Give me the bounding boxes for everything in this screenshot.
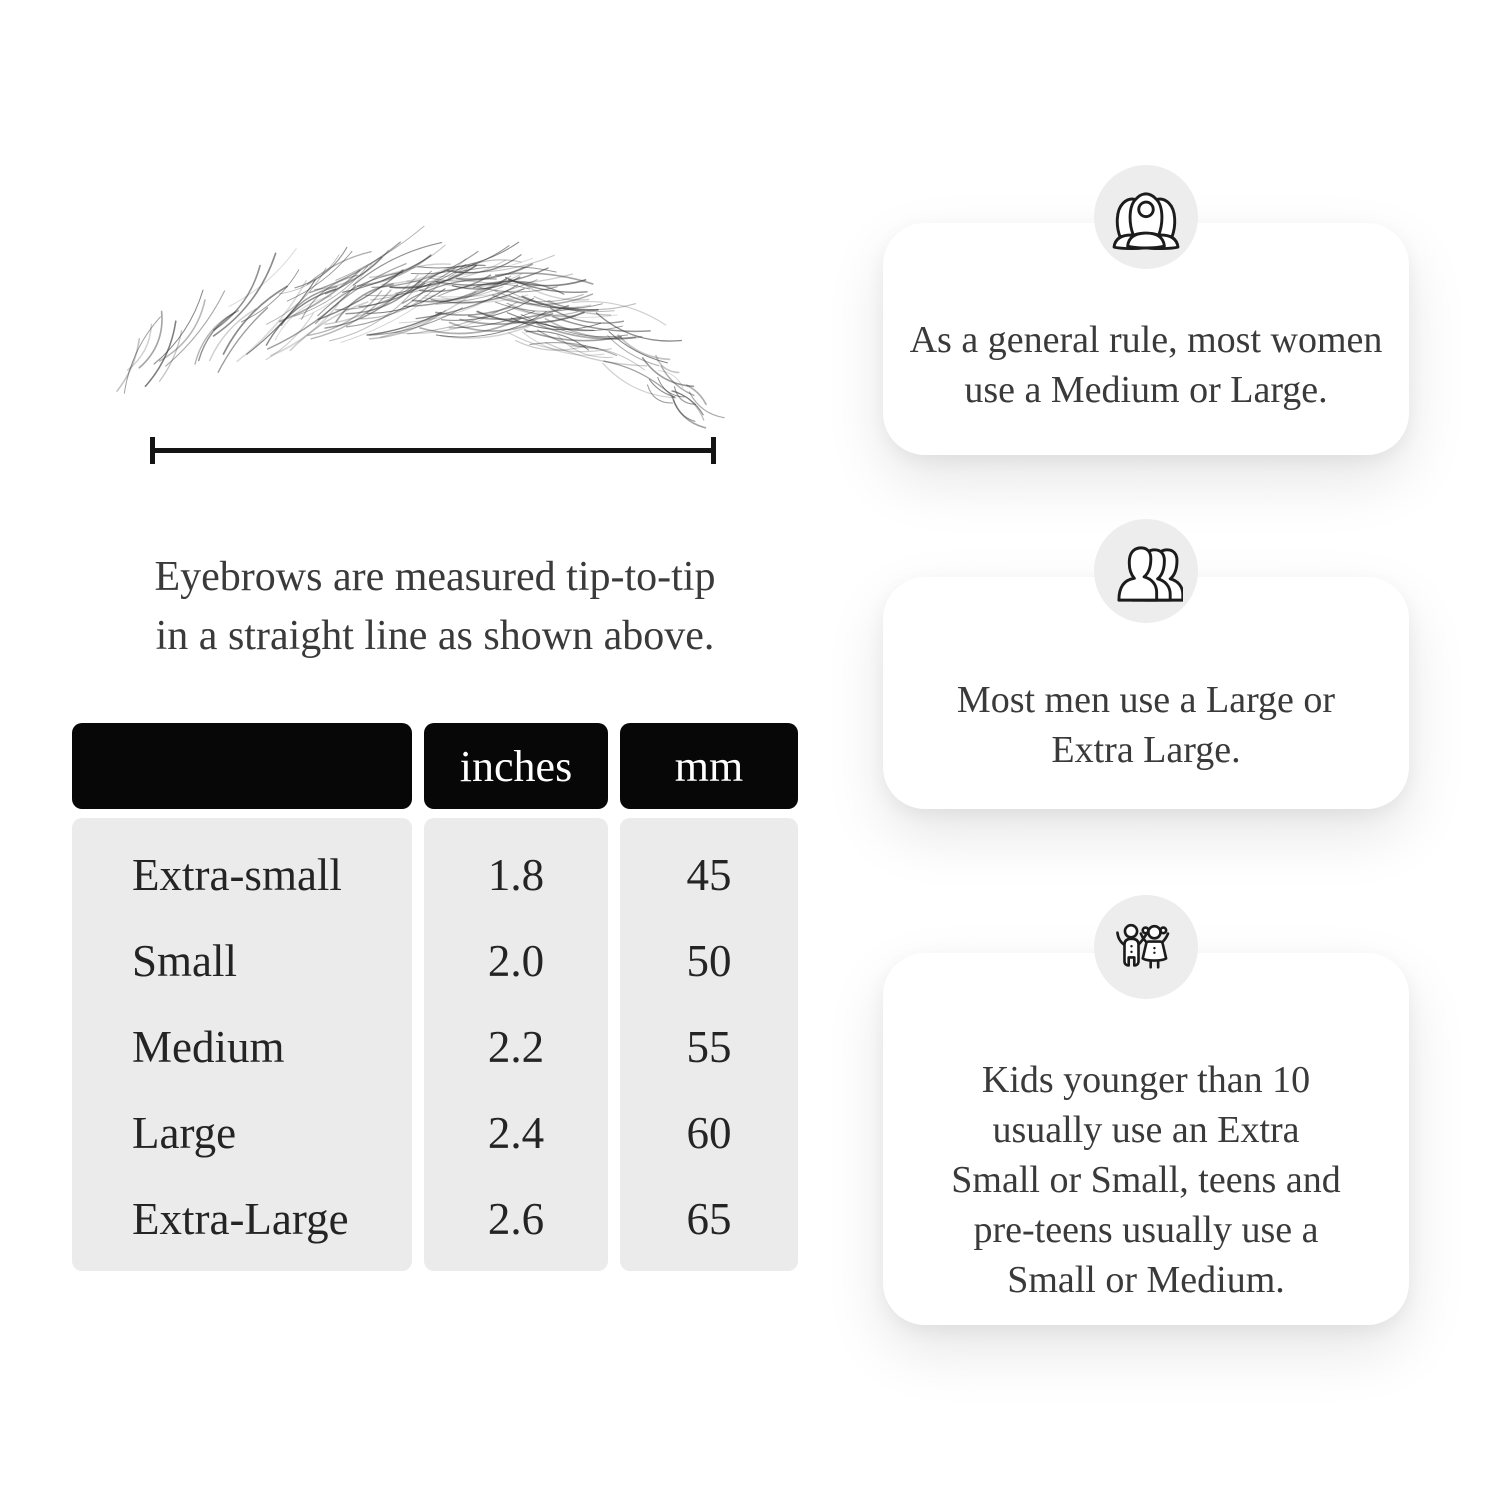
inches-value: 1.8 (487, 850, 545, 900)
card-text (951, 1055, 1340, 1306)
card-text-line: Kids younger than 10 (981, 1058, 1311, 1101)
size-label: Medium (132, 1022, 285, 1072)
inches-value: 2.4 (487, 1108, 545, 1158)
caption-line: in a straight line as shown above. (155, 612, 715, 659)
card-icon-circle (1094, 519, 1198, 623)
card-text-line: Most men use a Large or (956, 678, 1336, 721)
card-text (957, 675, 1335, 775)
card-text-line: As a general rule, most women (909, 318, 1383, 361)
card-text-line: Small or Small, teens and (951, 1158, 1341, 1201)
size-label: Small (132, 936, 238, 986)
card-text-line: usually use an Extra (992, 1108, 1300, 1151)
size-table-header-mm: mm (620, 723, 798, 809)
size-label: Extra-Large (132, 1194, 349, 1244)
size-table-mm-column (620, 818, 798, 1271)
info-card-kids (883, 953, 1409, 1325)
mm-value: 60 (686, 1108, 732, 1158)
card-text-line: use a Medium or Large. (964, 369, 1328, 411)
size-table (72, 723, 798, 1271)
card-text-line: Extra Large. (1051, 729, 1241, 771)
card-text (910, 315, 1383, 415)
size-table-body (72, 809, 798, 1271)
inches-value: 2.6 (487, 1194, 545, 1244)
size-table-header-row (72, 723, 798, 809)
women-group-icon (1109, 190, 1183, 250)
size-table-label-column (72, 818, 412, 1271)
measurement-line-right-cap (711, 437, 716, 464)
kids-icon (1110, 921, 1182, 979)
card-text-line: pre-teens usually use a (973, 1209, 1319, 1252)
measurement-caption (75, 548, 795, 666)
mm-value: 65 (686, 1194, 732, 1244)
card-icon-circle (1094, 165, 1198, 269)
size-table-header-blank (72, 723, 412, 809)
mm-value: 55 (686, 1022, 732, 1072)
inches-value: 2.0 (487, 936, 545, 986)
size-table-inches-column (424, 818, 608, 1271)
caption-line: Eyebrows are measured tip-to-tip (154, 554, 716, 600)
men-group-icon (1109, 544, 1183, 604)
card-icon-circle (1094, 895, 1198, 999)
measurement-line-bar (155, 448, 711, 453)
mm-value: 45 (686, 850, 732, 900)
measurement-line (150, 437, 716, 464)
size-table-header-inches: inches (424, 723, 608, 809)
mm-value: 50 (686, 936, 732, 986)
card-text-line: Small or Medium. (1007, 1259, 1285, 1302)
size-label: Large (132, 1108, 237, 1158)
woman-center (1128, 194, 1165, 248)
size-label: Extra-small (132, 850, 342, 900)
inches-value: 2.2 (487, 1022, 545, 1072)
girl (1141, 926, 1168, 967)
